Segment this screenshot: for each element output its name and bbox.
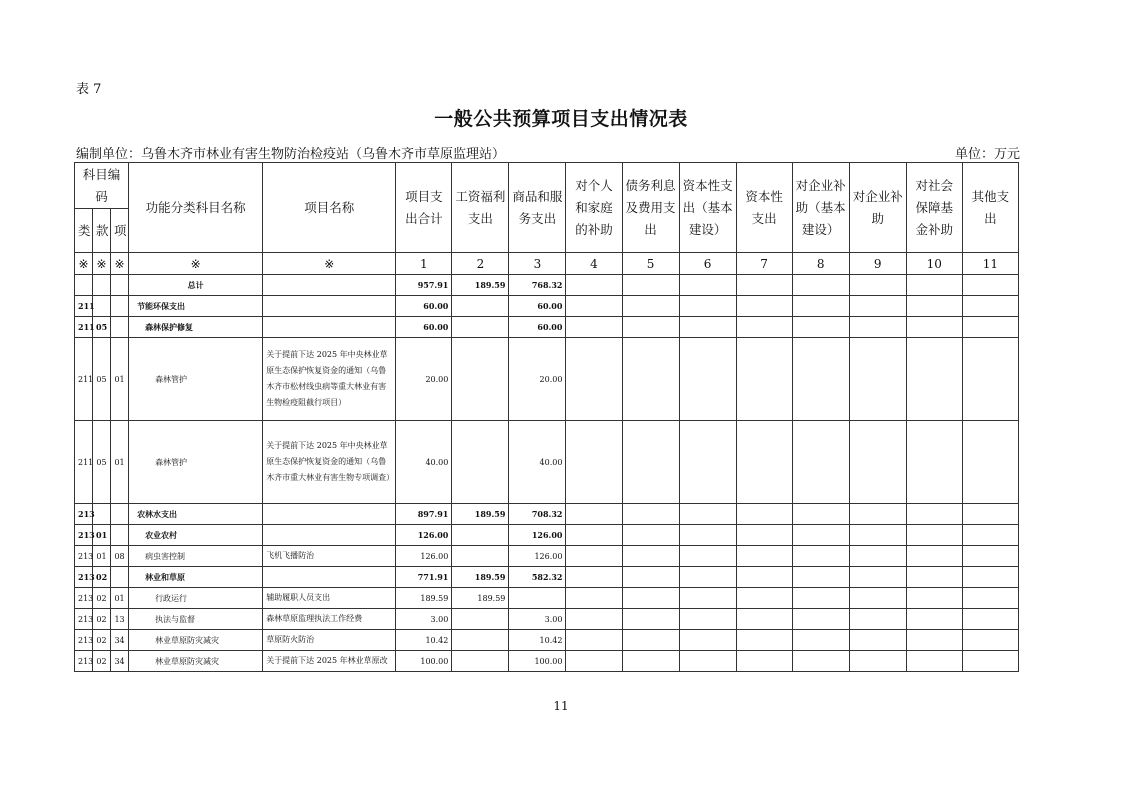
cell-empty: [792, 525, 849, 546]
cell-lei: 213: [75, 609, 93, 630]
cell-total: 60.00: [396, 296, 452, 317]
cell-empty: [622, 296, 679, 317]
cell-empty: [792, 588, 849, 609]
cell-xiang: [111, 296, 129, 317]
cell-goods: 768.32: [509, 275, 566, 296]
cell-empty: [906, 630, 962, 651]
cell-xiang: [111, 317, 129, 338]
cell-empty: [792, 317, 849, 338]
cell-empty: [622, 338, 679, 421]
cell-empty: [962, 567, 1018, 588]
cell-empty: [849, 567, 906, 588]
column-index-row: [75, 253, 1019, 275]
cell-project: 草原防火防治: [263, 630, 396, 651]
cell-empty: [906, 588, 962, 609]
cell-kuan: 01: [93, 525, 111, 546]
cell-empty: [566, 630, 622, 651]
cell-empty: [736, 630, 792, 651]
cell-kuan: 02: [93, 630, 111, 651]
cell-wages: 189.59: [452, 275, 509, 296]
cell-empty: [622, 504, 679, 525]
header-subject-code: 科目编码: [75, 163, 129, 209]
cell-func-name: 总计: [129, 275, 263, 296]
cell-empty: [849, 296, 906, 317]
cell-empty: [679, 651, 736, 672]
cell-empty: [679, 609, 736, 630]
cell-empty: [792, 338, 849, 421]
cell-empty: [736, 651, 792, 672]
cell-empty: [622, 609, 679, 630]
table-row: [75, 546, 1019, 567]
cell-project: [263, 504, 396, 525]
cell-lei: 213: [75, 588, 93, 609]
cell-func-name: 节能环保支出: [129, 296, 263, 317]
cell-total: 10.42: [396, 630, 452, 651]
cell-empty: [849, 609, 906, 630]
cell-empty: [962, 651, 1018, 672]
cell-xiang: 01: [111, 338, 129, 421]
header-debt: 债务利息及费用支出: [622, 163, 679, 253]
table-row: [75, 275, 1019, 296]
cell-empty: [622, 275, 679, 296]
cell-empty: [736, 567, 792, 588]
cell-empty: [566, 588, 622, 609]
cell-total: 60.00: [396, 317, 452, 338]
mark-cell: ※: [263, 253, 396, 275]
mark-cell: ※: [75, 253, 93, 275]
cell-empty: [849, 275, 906, 296]
cell-lei: 213: [75, 525, 93, 546]
cell-empty: [962, 275, 1018, 296]
cell-empty: [736, 317, 792, 338]
cell-empty: [566, 421, 622, 504]
cell-empty: [849, 651, 906, 672]
cell-empty: [566, 504, 622, 525]
cell-empty: [849, 546, 906, 567]
cell-total: 897.91: [396, 504, 452, 525]
cell-xiang: [111, 567, 129, 588]
cell-total: 40.00: [396, 421, 452, 504]
cell-goods: 126.00: [509, 525, 566, 546]
mark-cell: 6: [679, 253, 736, 275]
cell-kuan: 05: [93, 317, 111, 338]
cell-goods: 582.32: [509, 567, 566, 588]
mark-cell: 3: [509, 253, 566, 275]
cell-empty: [962, 609, 1018, 630]
cell-empty: [792, 275, 849, 296]
cell-empty: [792, 546, 849, 567]
cell-lei: 211: [75, 296, 93, 317]
header-kuan: 款: [93, 209, 111, 253]
header-xiang: 项: [111, 209, 129, 253]
cell-lei: 213: [75, 546, 93, 567]
cell-goods: 20.00: [509, 338, 566, 421]
cell-empty: [622, 651, 679, 672]
cell-project: 关于提前下达 2025 年中央林业草原生态保护恢复资金的通知（乌鲁木齐市重大林业有害生物专项调查）: [263, 421, 396, 504]
cell-project: [263, 275, 396, 296]
cell-empty: [792, 296, 849, 317]
cell-func-name: 农业农村: [129, 525, 263, 546]
mark-cell: 11: [962, 253, 1018, 275]
cell-xiang: 08: [111, 546, 129, 567]
cell-empty: [906, 651, 962, 672]
cell-empty: [622, 588, 679, 609]
cell-xiang: 01: [111, 421, 129, 504]
mark-cell: ※: [111, 253, 129, 275]
table-row: [75, 338, 1019, 421]
mark-cell: 4: [566, 253, 622, 275]
cell-func-name: 农林水支出: [129, 504, 263, 525]
cell-wages: [452, 317, 509, 338]
cell-empty: [679, 630, 736, 651]
cell-empty: [736, 296, 792, 317]
cell-empty: [679, 546, 736, 567]
cell-empty: [906, 567, 962, 588]
cell-kuan: 05: [93, 421, 111, 504]
mark-cell: 5: [622, 253, 679, 275]
cell-kuan: 02: [93, 651, 111, 672]
header-capital: 资本性支出: [736, 163, 792, 253]
cell-total: 126.00: [396, 525, 452, 546]
page-title: 一般公共预算项目支出情况表: [434, 108, 688, 130]
mark-cell: 9: [849, 253, 906, 275]
cell-wages: 189.59: [452, 567, 509, 588]
cell-empty: [906, 609, 962, 630]
cell-empty: [736, 338, 792, 421]
cell-empty: [962, 338, 1018, 421]
mark-cell: 10: [906, 253, 962, 275]
cell-empty: [849, 588, 906, 609]
table-row: [75, 651, 1019, 672]
cell-empty: [566, 525, 622, 546]
cell-empty: [736, 609, 792, 630]
cell-kuan: 02: [93, 609, 111, 630]
header-personal: 对个人和家庭的补助: [566, 163, 622, 253]
cell-empty: [906, 317, 962, 338]
cell-empty: [622, 317, 679, 338]
cell-empty: [792, 421, 849, 504]
header-wages: 工资福利支出: [452, 163, 509, 253]
mark-cell: ※: [93, 253, 111, 275]
cell-func-name: 森林保护修复: [129, 317, 263, 338]
cell-empty: [962, 588, 1018, 609]
cell-empty: [679, 567, 736, 588]
cell-goods: 3.00: [509, 609, 566, 630]
cell-empty: [736, 588, 792, 609]
cell-goods: 40.00: [509, 421, 566, 504]
cell-goods: 60.00: [509, 296, 566, 317]
cell-kuan: [93, 504, 111, 525]
cell-project: [263, 567, 396, 588]
cell-wages: [452, 609, 509, 630]
cell-wages: [452, 651, 509, 672]
cell-xiang: [111, 275, 129, 296]
cell-empty: [906, 525, 962, 546]
table-row: [75, 296, 1019, 317]
cell-kuan: 01: [93, 546, 111, 567]
cell-empty: [679, 504, 736, 525]
cell-empty: [906, 421, 962, 504]
cell-func-name: 病虫害控制: [129, 546, 263, 567]
cell-empty: [962, 630, 1018, 651]
cell-empty: [679, 421, 736, 504]
cell-empty: [622, 546, 679, 567]
cell-empty: [679, 588, 736, 609]
cell-wages: [452, 546, 509, 567]
cell-xiang: 01: [111, 588, 129, 609]
cell-empty: [849, 338, 906, 421]
cell-empty: [906, 338, 962, 421]
cell-lei: 213: [75, 651, 93, 672]
cell-goods: 708.32: [509, 504, 566, 525]
cell-kuan: 05: [93, 338, 111, 421]
budget-table: [74, 162, 1019, 672]
table-row: [75, 525, 1019, 546]
mark-cell: 8: [792, 253, 849, 275]
cell-empty: [906, 296, 962, 317]
mark-cell: 7: [736, 253, 792, 275]
cell-total: 100.00: [396, 651, 452, 672]
cell-empty: [736, 525, 792, 546]
cell-lei: 213: [75, 504, 93, 525]
cell-wages: 189.59: [452, 504, 509, 525]
cell-empty: [792, 630, 849, 651]
cell-xiang: [111, 525, 129, 546]
header-enterprise: 对企业补助: [849, 163, 906, 253]
cell-kuan: 02: [93, 588, 111, 609]
cell-goods: 126.00: [509, 546, 566, 567]
cell-lei: 213: [75, 630, 93, 651]
cell-goods: 10.42: [509, 630, 566, 651]
header-other: 其他支出: [962, 163, 1018, 253]
table-label: 表 7: [76, 82, 102, 97]
header-social: 对社会保障基金补助: [906, 163, 962, 253]
cell-empty: [679, 275, 736, 296]
mark-cell: ※: [129, 253, 263, 275]
cell-empty: [962, 504, 1018, 525]
cell-xiang: 13: [111, 609, 129, 630]
page-number: 11: [553, 699, 569, 713]
cell-goods: 100.00: [509, 651, 566, 672]
cell-empty: [679, 296, 736, 317]
table-row: [75, 630, 1019, 651]
cell-wages: [452, 338, 509, 421]
header-goods: 商品和服务支出: [509, 163, 566, 253]
cell-empty: [566, 567, 622, 588]
cell-empty: [849, 421, 906, 504]
cell-total: 3.00: [396, 609, 452, 630]
cell-empty: [736, 546, 792, 567]
cell-empty: [962, 421, 1018, 504]
cell-project: [263, 296, 396, 317]
cell-total: 126.00: [396, 546, 452, 567]
cell-empty: [849, 504, 906, 525]
cell-empty: [566, 338, 622, 421]
cell-goods: 60.00: [509, 317, 566, 338]
cell-project: 森林草原监理执法工作经费: [263, 609, 396, 630]
cell-lei: 211: [75, 338, 93, 421]
header-total: 项目支出合计: [396, 163, 452, 253]
cell-project: 关于提前下达 2025 年林业草原改: [263, 651, 396, 672]
cell-func-name: 林业草原防灾减灾: [129, 630, 263, 651]
cell-empty: [962, 317, 1018, 338]
cell-empty: [736, 275, 792, 296]
cell-empty: [792, 609, 849, 630]
cell-xiang: 34: [111, 630, 129, 651]
mark-cell: 2: [452, 253, 509, 275]
table-row: [75, 567, 1019, 588]
cell-xiang: 34: [111, 651, 129, 672]
cell-total: 957.91: [396, 275, 452, 296]
cell-wages: [452, 630, 509, 651]
cell-wages: [452, 421, 509, 504]
cell-lei: 213: [75, 567, 93, 588]
cell-wages: [452, 296, 509, 317]
header-lei: 类: [75, 209, 93, 253]
cell-empty: [849, 525, 906, 546]
cell-empty: [679, 317, 736, 338]
org-label: 编制单位：乌鲁木齐市林业有害生物防治检疫站（乌鲁木齐市草原监理站）: [76, 147, 506, 162]
mark-cell: 1: [396, 253, 452, 275]
cell-empty: [566, 546, 622, 567]
header-func-name: 功能分类科目名称: [129, 163, 263, 253]
table-row: [75, 421, 1019, 504]
cell-project: [263, 525, 396, 546]
cell-empty: [906, 504, 962, 525]
cell-total: 20.00: [396, 338, 452, 421]
cell-empty: [622, 421, 679, 504]
table-row: [75, 609, 1019, 630]
cell-kuan: [93, 275, 111, 296]
cell-lei: [75, 275, 93, 296]
header-capital-basic: 资本性支出（基本建设）: [679, 163, 736, 253]
cell-empty: [566, 651, 622, 672]
table-row: [75, 504, 1019, 525]
cell-kuan: [93, 296, 111, 317]
cell-empty: [679, 525, 736, 546]
cell-empty: [566, 296, 622, 317]
cell-empty: [849, 630, 906, 651]
cell-empty: [792, 567, 849, 588]
cell-empty: [962, 546, 1018, 567]
cell-empty: [792, 651, 849, 672]
cell-empty: [962, 296, 1018, 317]
table-row: [75, 317, 1019, 338]
header-enterprise-basic: 对企业补助（基本建设）: [792, 163, 849, 253]
cell-empty: [792, 504, 849, 525]
cell-empty: [906, 275, 962, 296]
cell-empty: [736, 421, 792, 504]
cell-empty: [906, 546, 962, 567]
unit-label: 单位：万元: [955, 147, 1021, 162]
cell-lei: 211: [75, 317, 93, 338]
cell-empty: [622, 567, 679, 588]
cell-empty: [622, 525, 679, 546]
cell-empty: [622, 630, 679, 651]
cell-empty: [566, 609, 622, 630]
cell-total: 189.59: [396, 588, 452, 609]
cell-empty: [849, 317, 906, 338]
header-project-name: 项目名称: [263, 163, 396, 253]
cell-wages: 189.59: [452, 588, 509, 609]
cell-empty: [962, 525, 1018, 546]
cell-project: [263, 317, 396, 338]
cell-func-name: 行政运行: [129, 588, 263, 609]
cell-empty: [736, 504, 792, 525]
cell-project: 飞机飞播防治: [263, 546, 396, 567]
cell-goods: [509, 588, 566, 609]
cell-kuan: 02: [93, 567, 111, 588]
cell-project: 关于提前下达 2025 年中央林业草原生态保护恢复资金的通知（乌鲁木齐市松材线虫病等重大林业有害生物检疫阻截行项目）: [263, 338, 396, 421]
table-row: [75, 588, 1019, 609]
cell-func-name: 执法与监督: [129, 609, 263, 630]
cell-empty: [566, 317, 622, 338]
cell-empty: [566, 275, 622, 296]
cell-func-name: 森林管护: [129, 338, 263, 421]
cell-lei: 211: [75, 421, 93, 504]
cell-func-name: 林业和草原: [129, 567, 263, 588]
cell-project: 辅助履职人员支出: [263, 588, 396, 609]
cell-func-name: 森林管护: [129, 421, 263, 504]
cell-xiang: [111, 504, 129, 525]
cell-total: 771.91: [396, 567, 452, 588]
cell-empty: [679, 338, 736, 421]
cell-func-name: 林业草原防灾减灾: [129, 651, 263, 672]
cell-wages: [452, 525, 509, 546]
